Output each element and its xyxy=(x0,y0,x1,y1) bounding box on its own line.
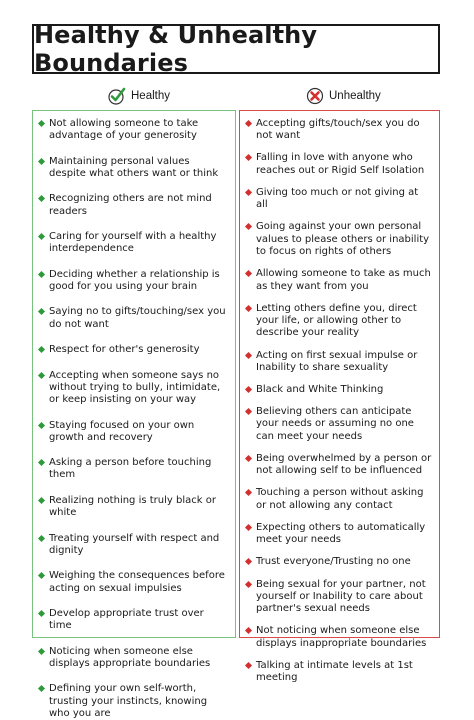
healthy-item xyxy=(39,608,229,633)
unhealthy-item xyxy=(246,406,433,443)
healthy-item xyxy=(39,193,229,218)
unhealthy-item xyxy=(246,625,433,650)
unhealthy-item xyxy=(246,221,433,258)
unhealthy-item-text: Letting others define you, direct your life, or allowing other to describe your reality xyxy=(256,302,417,339)
unhealthy-item xyxy=(246,384,433,396)
healthy-item-text: Accepting when someone says no without trying to bully, intimidate, or keep insisting on your way xyxy=(49,369,221,406)
healthy-item xyxy=(39,646,229,671)
x-circle-icon xyxy=(305,86,325,106)
healthy-item-text: Respect for other's generosity xyxy=(49,344,200,356)
unhealthy-item-text: Allowing someone to take as much as they want from you xyxy=(256,268,431,292)
healthy-item-text: Noticing when someone else displays appropriate boundaries xyxy=(49,645,211,669)
diamond-bullet-icon xyxy=(38,346,45,353)
check-circle-icon xyxy=(107,86,127,106)
diamond-bullet-icon xyxy=(38,195,45,202)
diamond-bullet-icon xyxy=(245,223,252,230)
diamond-bullet-icon xyxy=(38,233,45,240)
diamond-bullet-icon xyxy=(245,662,252,669)
diamond-bullet-icon xyxy=(245,351,252,358)
healthy-item xyxy=(39,495,229,520)
diamond-bullet-icon xyxy=(38,371,45,378)
unhealthy-item-text: Black and White Thinking xyxy=(256,383,384,395)
healthy-item xyxy=(39,683,229,720)
healthy-item-text: Staying focused on your own growth and recovery xyxy=(49,419,195,443)
diamond-bullet-icon xyxy=(245,386,252,393)
diamond-bullet-icon xyxy=(245,154,252,161)
page-title: Healthy & Unhealthy Boundaries xyxy=(34,21,318,77)
unhealthy-item xyxy=(246,118,433,143)
healthy-item xyxy=(39,156,229,181)
unhealthy-item xyxy=(246,268,433,293)
unhealthy-item-text: Falling in love with anyone who reaches out or Rigid Self Isolation xyxy=(256,152,425,176)
unhealthy-item xyxy=(246,660,433,685)
unhealthy-item xyxy=(246,453,433,478)
legend-healthy-label: Healthy xyxy=(131,90,170,102)
unhealthy-item-text: Being overwhelmed by a person or not allowing self to be influenced xyxy=(256,452,432,477)
unhealthy-item xyxy=(246,579,433,616)
diamond-bullet-icon xyxy=(245,189,252,196)
healthy-item-text: Recognizing others are not mind readers xyxy=(49,193,212,217)
unhealthy-item xyxy=(246,350,433,375)
diamond-bullet-icon xyxy=(245,120,252,127)
legend-healthy xyxy=(107,86,170,106)
healthy-item-text: Not allowing someone to take advantage of your generosity xyxy=(49,118,199,142)
healthy-item-text: Caring for yourself with a healthy interdependence xyxy=(49,231,217,255)
healthy-item-text: Maintaining personal values despite what others want or think xyxy=(49,155,219,179)
healthy-item xyxy=(39,344,229,356)
title-box xyxy=(32,21,440,77)
unhealthy-item-text: Talking at intimate levels at 1st meeting xyxy=(256,659,413,684)
healthy-item xyxy=(39,269,229,294)
diamond-bullet-icon xyxy=(245,558,252,565)
unhealthy-item xyxy=(246,487,433,512)
unhealthy-item-text: Not noticing when someone else displays inappropriate boundaries xyxy=(256,625,427,649)
diamond-bullet-icon xyxy=(38,648,45,655)
healthy-list xyxy=(39,118,229,720)
healthy-item-text: Deciding whether a relationship is good for you using your brain xyxy=(49,268,220,293)
diamond-bullet-icon xyxy=(38,535,45,542)
healthy-item xyxy=(39,457,229,482)
healthy-item xyxy=(39,570,229,595)
legend-unhealthy-label: Unhealthy xyxy=(329,90,381,102)
healthy-column xyxy=(32,110,236,719)
healthy-item xyxy=(39,306,229,331)
diamond-bullet-icon xyxy=(38,308,45,315)
healthy-item xyxy=(39,370,229,407)
unhealthy-item-text: Giving too much or not giving at all xyxy=(256,186,419,211)
diamond-bullet-icon xyxy=(38,497,45,504)
healthy-item-text: Defining your own self-worth, trusting your instincts, knowing who you are xyxy=(49,683,208,719)
unhealthy-item-text: Trust everyone/Trusting no one xyxy=(256,556,411,568)
healthy-item-text: Weighing the consequences before acting on sexual impulsies xyxy=(49,570,225,594)
unhealthy-item-text: Going against your own personal values to please others or inability to focus on rights of others xyxy=(256,221,430,258)
unhealthy-item-text: Being sexual for your partner, not yourself or Inability to care about partner's sexual needs xyxy=(256,578,426,615)
diamond-bullet-icon xyxy=(245,627,252,634)
healthy-item xyxy=(39,231,229,256)
diamond-bullet-icon xyxy=(38,421,45,428)
unhealthy-item-text: Accepting gifts/touch/sex you do not want xyxy=(256,118,420,142)
diamond-bullet-icon xyxy=(245,305,252,312)
unhealthy-column xyxy=(239,110,440,684)
healthy-item xyxy=(39,420,229,445)
healthy-item-text: Develop appropriate trust over time xyxy=(49,607,204,632)
diamond-bullet-icon xyxy=(38,685,45,692)
unhealthy-item-text: Touching a person without asking or not allowing any contact xyxy=(256,487,424,511)
diamond-bullet-icon xyxy=(245,581,252,588)
healthy-item xyxy=(39,533,229,558)
diamond-bullet-icon xyxy=(38,610,45,617)
healthy-item-text: Treating yourself with respect and dignity xyxy=(49,532,220,556)
unhealthy-item-text: Believing others can anticipate your needs or assuming no one can meet your needs xyxy=(256,406,414,442)
unhealthy-item xyxy=(246,556,433,568)
healthy-item-text: Asking a person before touching them xyxy=(49,457,212,481)
diamond-bullet-icon xyxy=(38,271,45,278)
healthy-item xyxy=(39,118,229,143)
healthy-item-text: Saying no to gifts/touching/sex you do not want xyxy=(49,306,226,330)
diamond-bullet-icon xyxy=(245,455,252,462)
diamond-bullet-icon xyxy=(245,489,252,496)
unhealthy-item-text: Acting on first sexual impulse or Inability to share sexuality xyxy=(256,349,418,373)
unhealthy-item xyxy=(246,187,433,212)
healthy-item-text: Realizing nothing is truly black or white xyxy=(49,494,216,519)
diamond-bullet-icon xyxy=(245,524,252,531)
diamond-bullet-icon xyxy=(38,572,45,579)
diamond-bullet-icon xyxy=(38,158,45,165)
unhealthy-item xyxy=(246,303,433,340)
diamond-bullet-icon xyxy=(38,120,45,127)
diamond-bullet-icon xyxy=(245,270,252,277)
diamond-bullet-icon xyxy=(245,408,252,415)
unhealthy-item-text: Expecting others to automatically meet your needs xyxy=(256,521,426,546)
unhealthy-list xyxy=(246,118,433,684)
unhealthy-item xyxy=(246,522,433,547)
diamond-bullet-icon xyxy=(38,459,45,466)
legend-unhealthy xyxy=(305,86,381,106)
unhealthy-item xyxy=(246,152,433,177)
